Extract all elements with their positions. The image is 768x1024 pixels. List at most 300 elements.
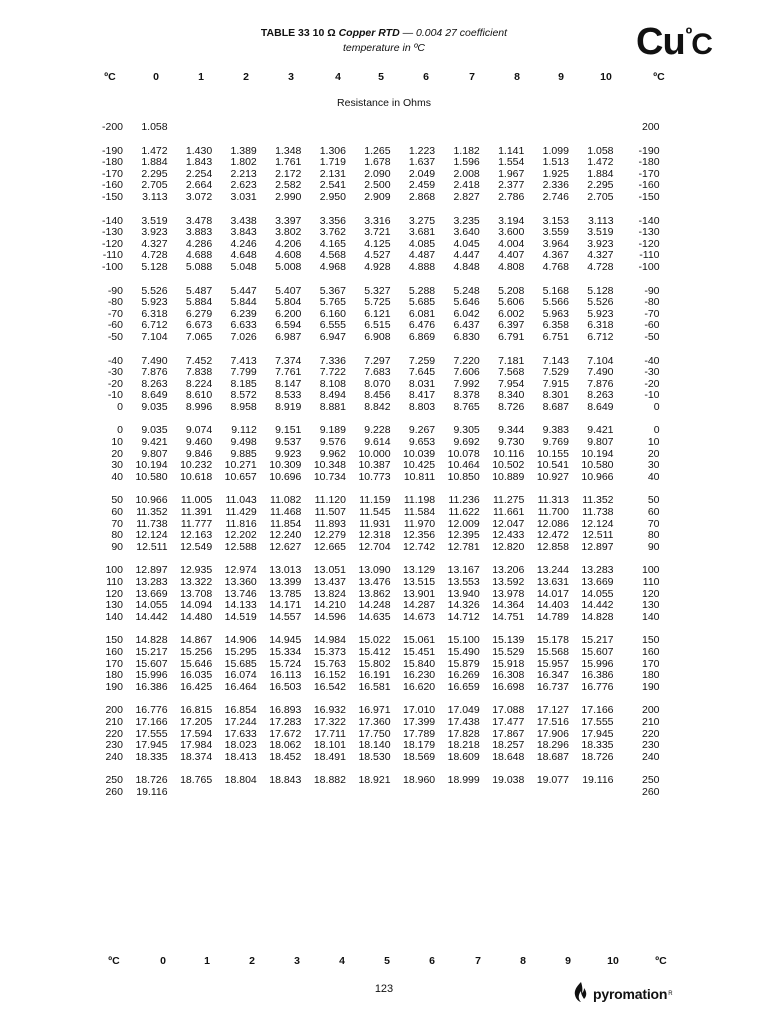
resistance-cell: 3.194	[498, 214, 525, 227]
footer-header-col-6: 5	[384, 955, 390, 967]
row-temp-right: 0	[653, 400, 660, 413]
resistance-cell: 17.399	[403, 715, 436, 728]
resistance-cell: 17.711	[314, 727, 346, 740]
resistance-cell: 11.120	[314, 494, 346, 507]
resistance-cell: 1.513	[542, 156, 569, 169]
resistance-cell: 6.830	[453, 330, 480, 343]
resistance-cell: 1.389	[230, 144, 257, 157]
table-row	[92, 472, 660, 484]
resistance-cell: 1.430	[185, 144, 213, 157]
resistance-cell: 11.931	[359, 517, 391, 530]
resistance-cell: 8.494	[319, 389, 346, 402]
resistance-cell: 14.945	[269, 634, 302, 647]
resistance-cell: 5.128	[587, 284, 614, 297]
resistance-cell: 8.919	[275, 400, 302, 413]
resistance-cell	[346, 787, 391, 799]
header-col-12: ºC	[653, 71, 665, 83]
row-temp-left: 0	[117, 400, 123, 413]
resistance-cell: 6.437	[453, 319, 480, 332]
resistance-cell: 2.909	[364, 190, 391, 203]
header-col-0: ºC	[104, 71, 116, 83]
resistance-cell: 12.433	[492, 529, 525, 542]
resistance-cell: 7.259	[408, 354, 436, 367]
resistance-cell: 2.786	[498, 190, 525, 203]
table-row	[92, 192, 660, 204]
resistance-cell: 18.335	[581, 739, 614, 752]
header-col-2: 1	[198, 71, 204, 83]
row-temp-right: -180	[638, 156, 660, 169]
resistance-cell: 10.116	[493, 447, 525, 460]
table-row	[92, 775, 660, 787]
resistance-cell: 2.623	[230, 179, 257, 192]
page-number: 123	[374, 983, 394, 995]
table-name: Copper RTD	[338, 27, 400, 39]
row-temp-right: -170	[638, 167, 660, 180]
row-temp-right: 30	[647, 459, 660, 472]
resistance-cell: 7.799	[230, 366, 257, 379]
resistance-cell: 5.526	[587, 296, 614, 309]
table-row	[92, 332, 660, 344]
resistance-cell: 16.464	[224, 680, 257, 693]
resistance-cell: 15.607	[135, 657, 168, 670]
row-temp-right: -20	[644, 377, 660, 390]
row-temp-right: 230	[642, 739, 660, 752]
resistance-cell: 10.889	[492, 470, 525, 483]
resistance-cell: 1.265	[364, 144, 391, 157]
resistance-cell: 14.867	[180, 634, 213, 647]
resistance-cell: 18.569	[403, 750, 436, 763]
resistance-cell: 16.776	[135, 704, 168, 717]
resistance-cell: 5.923	[141, 296, 168, 309]
resistance-cell: 3.397	[275, 214, 302, 227]
resistance-cell: 17.438	[447, 715, 480, 728]
table-row	[92, 670, 660, 682]
row-temp-right: -10	[644, 389, 660, 402]
resistance-cell: 10.271	[224, 459, 257, 472]
resistance-cell: 15.139	[492, 634, 525, 647]
resistance-cell: 14.210	[313, 599, 346, 612]
row-temp-right: -60	[644, 319, 660, 332]
resistance-cell: 15.295	[224, 645, 257, 658]
row-temp-left: 40	[111, 470, 123, 483]
resistance-cell: 11.854	[270, 517, 302, 530]
resistance-cell: 4.165	[319, 237, 346, 250]
resistance-cell: 16.191	[358, 669, 391, 682]
resistance-cell: 15.802	[358, 657, 391, 670]
row-temp-left: -160	[101, 179, 123, 192]
row-temp-right: -30	[644, 366, 660, 379]
resistance-cell: 8.456	[364, 389, 391, 402]
row-temp-right: 250	[642, 774, 660, 787]
resistance-cell: 11.082	[270, 494, 302, 507]
resistance-cell: 6.633	[230, 319, 257, 332]
resistance-cell: 16.776	[581, 680, 614, 693]
resistance-cell: 15.724	[269, 657, 302, 670]
resistance-cell: 8.224	[185, 377, 213, 390]
resistance-cell: 14.828	[581, 610, 614, 623]
resistance-cell: 13.669	[581, 576, 614, 588]
resistance-cell: 6.712	[587, 330, 614, 343]
resistance-cell: 1.719	[319, 156, 346, 169]
resistance-cell: 9.074	[185, 424, 213, 437]
resistance-cell: 5.008	[275, 260, 302, 273]
resistance-cell: 8.572	[230, 389, 257, 402]
resistance-cell: 4.286	[185, 237, 213, 250]
resistance-cell: 14.248	[358, 599, 391, 612]
resistance-cell: 2.827	[453, 190, 480, 203]
row-temp-right: 60	[647, 506, 660, 519]
resistance-cell: 9.189	[319, 424, 346, 437]
resistance-cell: 9.498	[230, 436, 257, 449]
resistance-cell: 3.113	[588, 214, 614, 227]
resistance-cell: 15.996	[135, 669, 168, 682]
resistance-cell: 1.967	[498, 167, 525, 180]
resistance-cell: 9.151	[275, 424, 302, 437]
resistance-cell: 17.477	[492, 715, 525, 728]
resistance-cell: 17.594	[180, 727, 213, 740]
resistance-cell: 5.447	[230, 284, 257, 297]
resistance-cell: 10.773	[358, 470, 391, 483]
resistance-cell: 1.348	[275, 144, 302, 157]
row-temp-left: -110	[102, 249, 123, 262]
resistance-cell: 16.698	[492, 680, 525, 693]
resistance-cell: 4.327	[141, 237, 168, 250]
resistance-cell: 9.885	[230, 447, 257, 460]
resistance-cell: 13.090	[358, 564, 391, 577]
resistance-cell: 6.555	[319, 319, 346, 332]
row-temp-left: 120	[105, 587, 123, 600]
resistance-cell: 13.592	[492, 576, 525, 588]
resistance-cell: 6.200	[275, 307, 302, 320]
resistance-cell: 9.692	[453, 436, 480, 449]
resistance-cell: 15.022	[358, 634, 391, 647]
resistance-cell: 3.438	[230, 214, 257, 227]
resistance-cell: 12.124	[581, 517, 614, 530]
resistance-cell: 10.387	[358, 459, 391, 472]
resistance-cell: 9.383	[542, 424, 569, 437]
resistance-cell: 1.472	[587, 156, 614, 169]
resistance-cell: 9.460	[185, 436, 213, 449]
resistance-cell	[168, 122, 213, 134]
row-temp-left: 150	[105, 634, 123, 647]
resistance-cell: 2.541	[319, 179, 346, 192]
resistance-cell: 6.987	[275, 330, 302, 343]
resistance-cell: 13.978	[492, 587, 525, 600]
resistance-cell: 15.256	[180, 645, 213, 658]
resistance-cell: 2.131	[319, 167, 346, 180]
resistance-cell: 6.081	[408, 307, 436, 320]
resistance-cell: 5.765	[319, 296, 346, 309]
resistance-cell: 4.085	[408, 237, 436, 250]
resistance-cell: 3.356	[319, 214, 346, 227]
resistance-cell: 5.526	[141, 284, 168, 297]
resistance-cell: 18.960	[403, 774, 436, 787]
resistance-cell: 16.854	[224, 704, 257, 717]
resistance-cell: 16.308	[492, 669, 525, 682]
resistance-cell: 4.125	[364, 237, 391, 250]
resistance-cell: 18.452	[269, 750, 302, 763]
resistance-cell: 15.840	[403, 657, 436, 670]
logo-degree: º	[685, 24, 692, 44]
table-number: TABLE 33 10	[260, 27, 325, 39]
resistance-cell: 17.516	[536, 715, 569, 728]
resistance-cell: 18.413	[224, 750, 257, 763]
resistance-cell: 12.047	[492, 517, 525, 530]
row-temp-left: -40	[107, 354, 123, 367]
resistance-cell: 17.984	[180, 739, 213, 752]
resistance-cell: 9.537	[275, 436, 302, 449]
resistance-cell: 6.712	[141, 319, 168, 332]
row-temp-right: 40	[647, 470, 660, 483]
resistance-cell: 1.925	[542, 167, 569, 180]
resistance-cell: 3.923	[587, 237, 614, 250]
resistance-cell: 4.728	[587, 260, 614, 273]
resistance-cell: 16.659	[447, 680, 480, 693]
resistance-cell: 15.451	[403, 645, 436, 658]
resistance-cell: 17.672	[269, 727, 302, 740]
title-dash: —	[402, 27, 414, 39]
resistance-cell: 11.700	[537, 506, 569, 519]
resistance-cell: 6.002	[498, 307, 525, 320]
resistance-cell: 11.622	[448, 506, 480, 519]
resistance-cell: 10.541	[536, 459, 569, 472]
resistance-cell: 12.974	[224, 564, 257, 577]
resistance-cell: 8.533	[275, 389, 302, 402]
resistance-cell: 1.099	[542, 144, 569, 157]
resistance-cell: 1.637	[408, 156, 436, 169]
resistance-cell: 8.340	[498, 389, 525, 402]
row-temp-right: 210	[642, 715, 660, 728]
header-col-5: 4	[335, 71, 341, 83]
resistance-cell: 17.205	[180, 715, 213, 728]
row-temp-left: 90	[111, 540, 123, 553]
resistance-cell: 6.397	[498, 319, 525, 332]
resistance-cell	[569, 787, 614, 799]
resistance-cell: 4.848	[453, 260, 480, 273]
row-temp-left: 60	[111, 506, 123, 519]
resistance-cell: 5.248	[453, 284, 480, 297]
resistance-cell: 2.418	[453, 179, 480, 192]
table-row	[92, 402, 660, 414]
resistance-cell: 3.923	[141, 226, 168, 239]
resistance-cell: 12.781	[447, 540, 480, 553]
resistance-cell: 13.129	[403, 564, 436, 577]
resistance-cell: 16.971	[358, 704, 391, 717]
resistance-cell: 2.172	[275, 167, 302, 180]
resistance-cell	[480, 787, 525, 799]
resistance-cell: 9.923	[275, 447, 302, 460]
resistance-cell: 13.746	[224, 587, 257, 600]
resistance-cell: 9.962	[319, 447, 346, 460]
table-row	[92, 122, 660, 134]
row-temp-right: 80	[647, 529, 660, 542]
resistance-cell: 3.031	[230, 190, 257, 203]
resistance-cell: 16.581	[358, 680, 391, 693]
resistance-cell: 17.244	[224, 715, 257, 728]
resistance-cell: 10.966	[135, 494, 168, 507]
resistance-cell: 3.802	[275, 226, 302, 239]
resistance-cell: 6.908	[364, 330, 391, 343]
resistance-cell: 11.661	[493, 506, 525, 519]
resistance-cell: 7.490	[587, 366, 614, 379]
resistance-cell: 13.669	[135, 587, 168, 600]
resistance-cell: 1.678	[364, 156, 391, 169]
row-temp-left: -60	[107, 319, 123, 332]
footer-header-col-3: 2	[249, 955, 255, 967]
resistance-cell: 4.004	[498, 237, 525, 250]
resistance-cell: 1.554	[498, 156, 525, 169]
resistance-cell: 1.596	[453, 156, 480, 169]
column-header-bottom	[0, 955, 768, 969]
resistance-cell: 15.334	[269, 645, 302, 658]
resistance-cell: 18.140	[358, 739, 391, 752]
resistance-cell: 8.610	[185, 389, 213, 402]
resistance-cell: 3.964	[542, 237, 569, 250]
resistance-cell: 11.159	[359, 494, 391, 507]
resistance-cell: 14.712	[447, 610, 480, 623]
row-temp-left: 160	[105, 645, 123, 658]
resistance-cell: 12.935	[180, 564, 213, 577]
row-temp-left: 0	[117, 424, 123, 437]
resistance-cell: 2.213	[230, 167, 257, 180]
resistance-cell: 12.897	[581, 540, 614, 553]
table-row	[92, 542, 660, 554]
resistance-cell: 10.039	[403, 447, 436, 460]
row-temp-left: 260	[105, 785, 123, 798]
resistance-cell: 7.876	[141, 366, 168, 379]
resistance-cell: 13.399	[269, 576, 302, 588]
row-temp-left: 240	[105, 750, 123, 763]
resistance-cell: 8.378	[453, 389, 480, 402]
resistance-cell: 15.412	[358, 645, 391, 658]
resistance-cell: 7.568	[498, 366, 525, 379]
resistance-cell: 16.035	[180, 669, 213, 682]
resistance-cell: 16.269	[447, 669, 480, 682]
footer-header-col-1: 0	[160, 955, 166, 967]
resistance-cell: 5.487	[185, 284, 213, 297]
resistance-cell: 2.990	[275, 190, 302, 203]
resistance-cell: 12.318	[358, 529, 391, 542]
resistance-cell: 12.511	[136, 540, 168, 553]
row-temp-right: -50	[644, 330, 660, 343]
resistance-cell: 14.442	[581, 599, 614, 612]
resistance-cell: 7.529	[542, 366, 569, 379]
resistance-cell: 18.726	[135, 774, 168, 787]
footer-header-col-10: 9	[565, 955, 571, 967]
resistance-cell: 18.609	[447, 750, 480, 763]
resistance-cell: 18.062	[269, 739, 302, 752]
resistance-cell: 12.742	[403, 540, 436, 553]
resistance-cell: 4.527	[364, 249, 391, 262]
row-temp-right: 50	[647, 494, 660, 507]
row-temp-left: -100	[101, 260, 123, 273]
resistance-cell: 13.437	[313, 576, 346, 588]
resistance-cell: 9.846	[185, 447, 213, 460]
resistance-cell: 8.726	[498, 400, 525, 413]
header-col-9: 8	[514, 71, 520, 83]
resistance-cell: 8.417	[408, 389, 436, 402]
resistance-cell: 3.883	[185, 226, 213, 239]
resistance-cell: 13.244	[536, 564, 569, 577]
resistance-cell: 9.769	[542, 436, 569, 449]
resistance-cell: 7.761	[275, 366, 302, 379]
resistance-cell: 4.888	[408, 260, 436, 273]
resistance-cell: 11.005	[180, 494, 213, 507]
resistance-cell: 19.116	[582, 774, 614, 787]
brand-name: pyromation	[593, 986, 668, 1002]
resistance-cell: 8.070	[364, 377, 391, 390]
resistance-cell: 5.844	[230, 296, 257, 309]
resistance-cell	[301, 122, 346, 134]
resistance-cell: 14.442	[135, 610, 168, 623]
resistance-cell: 11.236	[448, 494, 480, 507]
resistance-cell: 14.906	[224, 634, 257, 647]
resistance-cell: 7.413	[230, 354, 257, 367]
resistance-cell: 12.897	[135, 564, 168, 577]
resistance-cell: 6.318	[587, 319, 614, 332]
resistance-cell: 2.336	[542, 179, 569, 192]
resistance-cell: 14.326	[447, 599, 480, 612]
footer-header-col-12: ºC	[655, 955, 667, 967]
resistance-cell: 5.884	[185, 296, 213, 309]
resistance-cell: 15.879	[447, 657, 480, 670]
resistance-cell: 6.239	[230, 307, 257, 320]
resistance-cell: 14.635	[358, 610, 391, 623]
row-temp-left: 250	[105, 774, 123, 787]
resistance-cell: 17.750	[358, 727, 391, 740]
resistance-cell: 18.530	[358, 750, 391, 763]
resistance-cell: 11.198	[403, 494, 436, 507]
resistance-cell: 12.588	[224, 540, 257, 553]
resistance-cell: 14.403	[536, 599, 569, 612]
resistance-cell: 12.356	[403, 529, 436, 542]
row-temp-right: -70	[644, 307, 660, 320]
resistance-cell: 7.722	[319, 366, 346, 379]
resistance-cell: 17.088	[492, 704, 525, 717]
resistance-cell: 9.653	[408, 436, 436, 449]
header-col-10: 9	[558, 71, 564, 83]
resistance-cell: 2.582	[275, 179, 302, 192]
resistance-cell: 7.915	[542, 377, 569, 390]
resistance-cell: 6.358	[542, 319, 569, 332]
resistance-cell: 7.954	[498, 377, 525, 390]
resistance-cell: 13.322	[180, 576, 213, 588]
resistance-cell: 6.751	[542, 330, 569, 343]
resistance-cell: 3.519	[141, 214, 168, 227]
resistance-cell: 17.127	[536, 704, 569, 717]
resistance-cell: 11.970	[403, 517, 436, 530]
resistance-cell: 17.867	[492, 727, 525, 740]
row-temp-right: 150	[642, 634, 660, 647]
resistance-cell: 18.296	[536, 739, 569, 752]
resistance-cell: 7.143	[542, 354, 569, 367]
resistance-cell: 16.113	[270, 669, 302, 682]
resistance-cell: 10.811	[403, 470, 436, 483]
resistance-cell: 5.685	[408, 296, 436, 309]
resistance-cell: 7.876	[587, 377, 614, 390]
resistance-cell: 5.367	[319, 284, 346, 297]
resistance-cell: 14.596	[313, 610, 346, 623]
resistance-cell: 16.737	[536, 680, 569, 693]
resistance-cell: 12.820	[492, 540, 525, 553]
resistance-cell: 6.515	[364, 319, 391, 332]
resistance-cell: 10.348	[313, 459, 346, 472]
row-temp-left: -170	[101, 167, 123, 180]
resistance-cell: 13.476	[358, 576, 391, 588]
resistance-cell: 7.026	[230, 330, 257, 343]
resistance-cell: 5.288	[408, 284, 436, 297]
resistance-cell: 11.352	[582, 494, 614, 507]
